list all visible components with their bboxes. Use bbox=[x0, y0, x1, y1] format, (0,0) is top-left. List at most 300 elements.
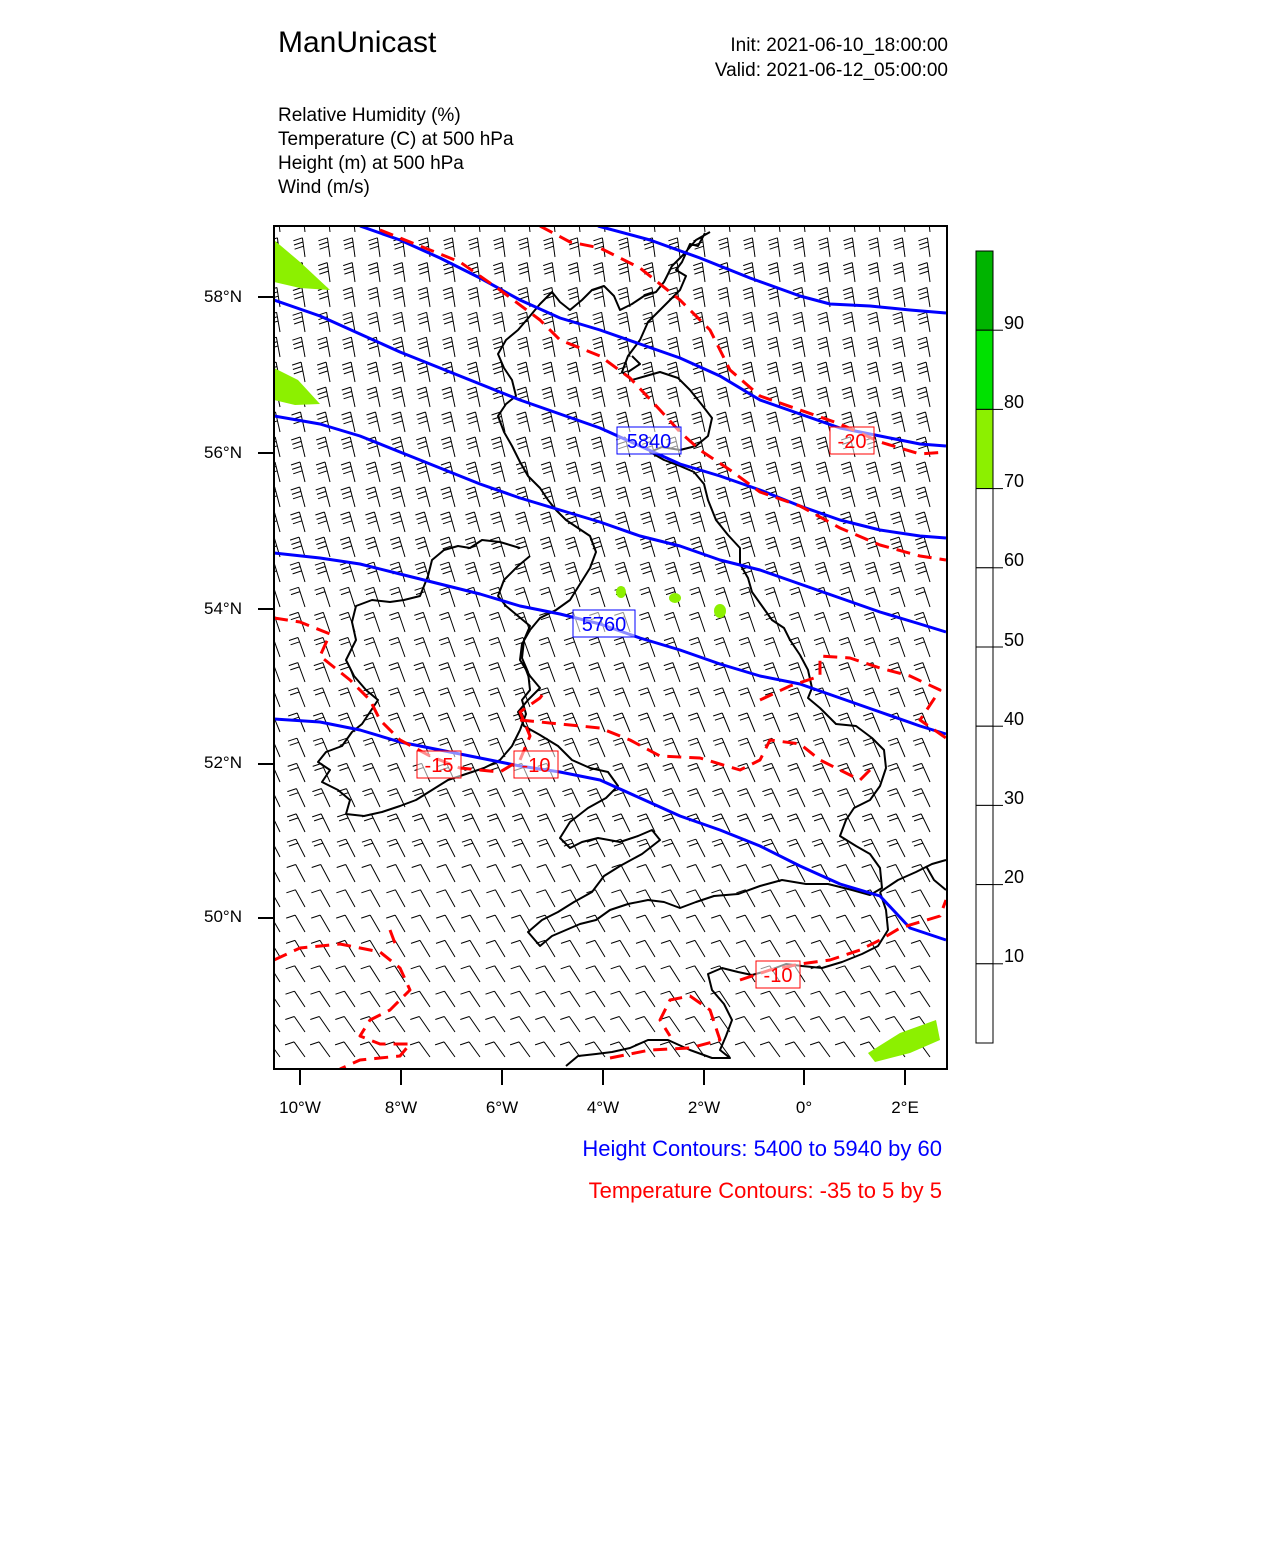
wind-barb bbox=[864, 612, 880, 632]
wind-barb bbox=[491, 437, 505, 457]
wind-barb bbox=[410, 1017, 430, 1033]
wind-barb bbox=[368, 288, 380, 308]
wind-barb bbox=[539, 663, 555, 682]
wind-barb bbox=[712, 789, 730, 807]
wind-barb bbox=[266, 487, 280, 507]
wind-barb bbox=[838, 738, 855, 757]
wind-barb bbox=[518, 238, 530, 257]
wind-barb bbox=[489, 688, 506, 707]
wind-barb bbox=[540, 562, 555, 582]
wind-barb bbox=[613, 713, 630, 732]
wind-barb bbox=[816, 462, 830, 482]
wind-barb bbox=[361, 991, 381, 1007]
wind-barb bbox=[911, 940, 930, 957]
wind-barb bbox=[586, 991, 606, 1007]
wind-barb bbox=[718, 238, 730, 257]
wind-barb bbox=[637, 865, 655, 883]
wind-barb bbox=[537, 814, 555, 832]
wind-barb bbox=[318, 263, 330, 282]
wind-barb bbox=[611, 915, 630, 932]
wind-barb bbox=[467, 387, 480, 407]
wind-barb bbox=[916, 462, 930, 482]
wind-barb bbox=[364, 638, 380, 658]
wind-barb bbox=[841, 487, 855, 507]
wind-barb bbox=[636, 991, 656, 1007]
wind-barb bbox=[814, 663, 830, 682]
wind-barb bbox=[536, 966, 555, 982]
wind-barb bbox=[911, 890, 930, 907]
wind-barb bbox=[488, 763, 505, 782]
wind-barb bbox=[262, 814, 280, 832]
wind-barb bbox=[344, 213, 355, 232]
wind-barb bbox=[836, 991, 856, 1007]
wind-barb bbox=[861, 915, 880, 932]
wind-barb bbox=[864, 638, 880, 658]
wind-barb bbox=[310, 1017, 330, 1033]
wind-barb bbox=[494, 213, 505, 232]
wind-barb bbox=[411, 991, 431, 1007]
wind-barb bbox=[740, 537, 755, 557]
wind-barb bbox=[891, 462, 905, 482]
wind-barb bbox=[868, 238, 880, 257]
wind-barb bbox=[843, 238, 855, 257]
wind-barb bbox=[339, 688, 356, 707]
wind-barb bbox=[542, 337, 555, 357]
wind-barb bbox=[467, 337, 480, 357]
wind-barb bbox=[364, 612, 380, 632]
wind-barb bbox=[515, 562, 530, 582]
wind-barb bbox=[462, 789, 480, 807]
wind-barb bbox=[689, 612, 705, 632]
wind-barb bbox=[443, 238, 455, 257]
wind-barb bbox=[761, 890, 780, 907]
wind-barb bbox=[915, 587, 930, 607]
field-wind: Wind (m/s) bbox=[278, 177, 370, 198]
wind-barb bbox=[412, 839, 430, 857]
wind-barb bbox=[687, 865, 705, 883]
wind-barb bbox=[560, 1017, 580, 1033]
wind-barb bbox=[868, 263, 880, 282]
wind-barb bbox=[289, 663, 305, 682]
wind-barb bbox=[842, 362, 855, 382]
wind-barb bbox=[463, 713, 480, 732]
wind-barb bbox=[662, 789, 680, 807]
wind-barb bbox=[365, 587, 380, 607]
wind-barb bbox=[287, 865, 305, 883]
wind-barb bbox=[317, 412, 331, 432]
wind-barb bbox=[368, 312, 380, 332]
wind-barb bbox=[769, 213, 780, 232]
wind-barb bbox=[517, 362, 530, 382]
wind-barb bbox=[462, 814, 480, 832]
lon-label-10w: 10°W bbox=[279, 1098, 321, 1117]
wind-barb bbox=[461, 890, 480, 907]
lat-label-58n: 58°N bbox=[204, 287, 242, 306]
wind-barb bbox=[761, 940, 780, 957]
contour-labels bbox=[417, 427, 874, 988]
wind-barb bbox=[866, 462, 880, 482]
lat-label-50n: 50°N bbox=[204, 907, 242, 926]
wind-barb bbox=[790, 512, 805, 532]
wind-barb bbox=[890, 537, 905, 557]
wind-barb bbox=[368, 238, 380, 257]
wind-barb bbox=[485, 1042, 505, 1057]
wind-barb bbox=[914, 638, 930, 658]
wind-barb bbox=[613, 763, 630, 782]
wind-barb bbox=[590, 587, 605, 607]
temp-label-neg20: -20 bbox=[837, 431, 867, 453]
wind-barb bbox=[417, 362, 430, 382]
wind-barb bbox=[816, 487, 830, 507]
wind-barb bbox=[293, 312, 305, 332]
wind-barb bbox=[662, 865, 680, 883]
wind-barb bbox=[412, 865, 430, 883]
wind-barb bbox=[692, 387, 705, 407]
wind-barb bbox=[767, 412, 781, 432]
wind-barb bbox=[361, 915, 380, 932]
wind-barb bbox=[638, 763, 655, 782]
wind-barb bbox=[918, 263, 930, 282]
wind-barb bbox=[262, 865, 280, 883]
wind-barb bbox=[541, 437, 555, 457]
wind-barb bbox=[742, 412, 756, 432]
wind-barb bbox=[694, 213, 705, 232]
colorbar-bin bbox=[976, 647, 993, 726]
wind-barb bbox=[493, 263, 505, 282]
wind-barb bbox=[315, 537, 330, 557]
wind-barb bbox=[740, 587, 755, 607]
wind-barb bbox=[465, 562, 480, 582]
wind-barb bbox=[762, 865, 780, 883]
wind-barb bbox=[644, 213, 655, 232]
wind-barb bbox=[566, 487, 580, 507]
wind-barb bbox=[340, 512, 355, 532]
wind-barb bbox=[887, 789, 905, 807]
wind-barb bbox=[462, 839, 480, 857]
wind-barb bbox=[715, 537, 730, 557]
wind-barb bbox=[843, 263, 855, 282]
wind-barb bbox=[512, 839, 530, 857]
wind-barb bbox=[290, 587, 305, 607]
wind-barb bbox=[618, 238, 630, 257]
wind-barb bbox=[788, 738, 805, 757]
wind-barb bbox=[442, 412, 456, 432]
wind-barb bbox=[712, 865, 730, 883]
wind-barb bbox=[365, 537, 380, 557]
wind-barb bbox=[511, 940, 530, 957]
wind-barb bbox=[393, 263, 405, 282]
wind-barb bbox=[418, 288, 430, 308]
wind-barb bbox=[264, 663, 280, 682]
wind-barb bbox=[641, 487, 655, 507]
wind-barb bbox=[510, 1042, 530, 1057]
wind-barb bbox=[665, 512, 680, 532]
wind-barb bbox=[468, 288, 480, 308]
lon-label-4w: 4°W bbox=[586, 1098, 620, 1117]
wind-barb bbox=[737, 814, 755, 832]
wind-barb bbox=[444, 213, 455, 232]
wind-barb bbox=[861, 991, 881, 1007]
wind-barb bbox=[488, 713, 505, 732]
wind-barb bbox=[511, 915, 530, 932]
wind-barb bbox=[286, 991, 306, 1007]
wind-barb bbox=[363, 738, 380, 757]
wind-barb bbox=[893, 312, 905, 332]
wind-barb bbox=[861, 966, 880, 982]
wind-barb bbox=[740, 512, 755, 532]
wind-barb bbox=[593, 263, 605, 282]
wind-barb bbox=[890, 587, 905, 607]
wind-barb bbox=[316, 437, 330, 457]
wind-barb bbox=[386, 890, 405, 907]
wind-barb bbox=[713, 738, 730, 757]
wind-barb bbox=[765, 587, 780, 607]
colorbar-label-20: 20 bbox=[1004, 867, 1025, 887]
wind-barb bbox=[440, 562, 455, 582]
wind-barb bbox=[838, 713, 855, 732]
wind-barb bbox=[912, 839, 930, 857]
wind-barb bbox=[718, 312, 730, 332]
wind-barb bbox=[739, 612, 755, 632]
wind-barb bbox=[640, 512, 655, 532]
wind-barb bbox=[511, 991, 531, 1007]
wind-barb bbox=[536, 991, 556, 1007]
wind-barb bbox=[768, 263, 780, 282]
wind-barb bbox=[739, 638, 755, 658]
wind-barb bbox=[869, 213, 880, 232]
wind-barb bbox=[389, 612, 405, 632]
wind-barb bbox=[811, 890, 830, 907]
wind-barb bbox=[311, 915, 330, 932]
wind-barb bbox=[335, 1042, 355, 1057]
wind-barb bbox=[315, 562, 330, 582]
height-contours bbox=[274, 226, 946, 940]
wind-barb bbox=[486, 890, 505, 907]
humidity-colorbar bbox=[976, 251, 1003, 1043]
wind-barb bbox=[515, 512, 530, 532]
temperature-contour-caption: Temperature Contours: -35 to 5 by 5 bbox=[588, 1178, 942, 1203]
wind-barb bbox=[839, 663, 855, 682]
wind-barb bbox=[288, 763, 305, 782]
wind-barb bbox=[461, 940, 480, 957]
wind-barb bbox=[311, 890, 330, 907]
wind-barb bbox=[535, 1017, 555, 1033]
wind-barb bbox=[915, 537, 930, 557]
wind-barb bbox=[713, 713, 730, 732]
wind-barb bbox=[915, 562, 930, 582]
wind-barb bbox=[261, 966, 280, 982]
wind-barb bbox=[735, 1017, 755, 1033]
wind-barb bbox=[414, 663, 430, 682]
wind-barb bbox=[839, 638, 855, 658]
wind-barb bbox=[411, 966, 430, 982]
temp-label-neg10-b: -10 bbox=[763, 965, 793, 987]
colorbar-label-40: 40 bbox=[1004, 709, 1025, 729]
wind-barb bbox=[390, 512, 405, 532]
wind-barb bbox=[744, 213, 755, 232]
wind-barb bbox=[762, 814, 780, 832]
wind-barb bbox=[261, 991, 281, 1007]
wind-barb bbox=[911, 991, 931, 1007]
wind-barb bbox=[915, 512, 930, 532]
colorbar-label-30: 30 bbox=[1004, 788, 1025, 808]
wind-barb bbox=[289, 638, 305, 658]
wind-barb bbox=[642, 362, 655, 382]
wind-barb bbox=[512, 789, 530, 807]
wind-barb bbox=[836, 915, 855, 932]
wind-barb bbox=[761, 991, 781, 1007]
wind-barb bbox=[265, 587, 280, 607]
wind-barb bbox=[439, 688, 456, 707]
wind-barb bbox=[840, 562, 855, 582]
colorbar-bin bbox=[976, 409, 993, 488]
wind-barb bbox=[342, 387, 355, 407]
wind-barb bbox=[291, 437, 305, 457]
wind-barb bbox=[794, 213, 805, 232]
wind-barb bbox=[392, 387, 405, 407]
wind-barb bbox=[788, 763, 805, 782]
wind-barb bbox=[464, 663, 480, 682]
wind-barb bbox=[766, 437, 780, 457]
wind-barb bbox=[416, 462, 430, 482]
wind-barb bbox=[416, 487, 430, 507]
wind-barb bbox=[343, 238, 355, 257]
wind-barb bbox=[414, 612, 430, 632]
wind-barb bbox=[664, 663, 680, 682]
wind-barb bbox=[611, 991, 631, 1007]
wind-barb bbox=[489, 612, 505, 632]
wind-barb bbox=[367, 412, 381, 432]
wind-barb bbox=[789, 663, 805, 682]
lon-label-8w: 8°W bbox=[384, 1098, 418, 1117]
wind-barb bbox=[735, 1042, 755, 1057]
wind-barb bbox=[436, 966, 455, 982]
wind-barb bbox=[440, 512, 455, 532]
wind-barb bbox=[693, 288, 705, 308]
wind-barb bbox=[436, 991, 456, 1007]
wind-barb bbox=[917, 337, 930, 357]
wind-barb bbox=[716, 437, 730, 457]
wind-barb bbox=[389, 638, 405, 658]
wind-barb bbox=[389, 663, 405, 682]
wind-barb bbox=[464, 612, 480, 632]
wind-barb bbox=[310, 1042, 330, 1057]
wind-barb bbox=[868, 312, 880, 332]
wind-barb bbox=[887, 865, 905, 883]
wind-barb bbox=[811, 915, 830, 932]
wind-barb bbox=[912, 789, 930, 807]
wind-barb bbox=[317, 362, 330, 382]
wind-barb bbox=[594, 213, 605, 232]
wind-barb bbox=[441, 437, 455, 457]
wind-barb bbox=[719, 213, 730, 232]
wind-barb bbox=[761, 915, 780, 932]
lat-label-56n: 56°N bbox=[204, 443, 242, 462]
wind-barb bbox=[413, 713, 430, 732]
wind-barb bbox=[393, 312, 405, 332]
colorbar-bin bbox=[976, 568, 993, 647]
height-label-5760: 5760 bbox=[581, 614, 627, 636]
wind-barb bbox=[469, 213, 480, 232]
wind-barb bbox=[516, 462, 530, 482]
wind-barb bbox=[662, 814, 680, 832]
wind-barb bbox=[562, 865, 580, 883]
colorbar-label-80: 80 bbox=[1004, 392, 1025, 412]
wind-barb bbox=[718, 288, 730, 308]
wind-barb bbox=[414, 688, 431, 707]
wind-barb bbox=[868, 288, 880, 308]
wind-barb bbox=[561, 991, 581, 1007]
wind-barb bbox=[536, 890, 555, 907]
wind-barb bbox=[917, 387, 930, 407]
wind-barb bbox=[667, 387, 680, 407]
wind-barb bbox=[760, 1042, 780, 1057]
wind-barb bbox=[442, 337, 455, 357]
wind-barb bbox=[893, 263, 905, 282]
wind-barb bbox=[363, 763, 380, 782]
wind-barb bbox=[343, 263, 355, 282]
colorbar-bin bbox=[976, 964, 993, 1043]
wind-barb bbox=[886, 991, 906, 1007]
wind-barb bbox=[385, 1017, 405, 1033]
wind-barb bbox=[416, 437, 430, 457]
wind-barb bbox=[263, 713, 280, 732]
wind-barb bbox=[816, 437, 830, 457]
wind-barb bbox=[564, 688, 581, 707]
wind-barb bbox=[813, 738, 830, 757]
wind-barb bbox=[837, 839, 855, 857]
wind-barb bbox=[517, 412, 531, 432]
wind-barb bbox=[567, 362, 580, 382]
wind-barb bbox=[662, 839, 680, 857]
lon-label-2w: 2°W bbox=[687, 1098, 721, 1117]
wind-barb bbox=[819, 213, 830, 232]
wind-barb bbox=[511, 966, 530, 982]
lon-label-0: 0° bbox=[795, 1098, 813, 1117]
wind-barb bbox=[414, 638, 430, 658]
wind-barb bbox=[361, 890, 380, 907]
wind-barb bbox=[387, 839, 405, 857]
wind-barb bbox=[736, 915, 755, 932]
wind-barb bbox=[810, 1017, 830, 1033]
wind-barb bbox=[341, 487, 355, 507]
wind-barb bbox=[660, 1017, 680, 1033]
wind-barb bbox=[518, 263, 530, 282]
wind-barb bbox=[439, 612, 455, 632]
wind-barb bbox=[462, 865, 480, 883]
wind-barb bbox=[562, 789, 580, 807]
wind-barb bbox=[512, 814, 530, 832]
wind-barb bbox=[264, 638, 280, 658]
wind-barb bbox=[739, 688, 756, 707]
wind-barb bbox=[342, 337, 355, 357]
wind-barb bbox=[485, 1017, 505, 1033]
wind-barb bbox=[419, 213, 430, 232]
wind-barb bbox=[835, 1042, 855, 1057]
wind-barb bbox=[586, 966, 605, 982]
wind-barb bbox=[486, 991, 506, 1007]
wind-barb bbox=[689, 663, 705, 682]
wind-barb bbox=[568, 263, 580, 282]
wind-barb bbox=[436, 915, 455, 932]
wind-barb bbox=[613, 738, 630, 757]
wind-barb bbox=[391, 487, 405, 507]
wind-barb bbox=[460, 1042, 480, 1057]
wind-barb bbox=[591, 437, 605, 457]
wind-barb bbox=[537, 839, 555, 857]
wind-barb bbox=[886, 940, 905, 957]
wind-barb bbox=[813, 763, 830, 782]
